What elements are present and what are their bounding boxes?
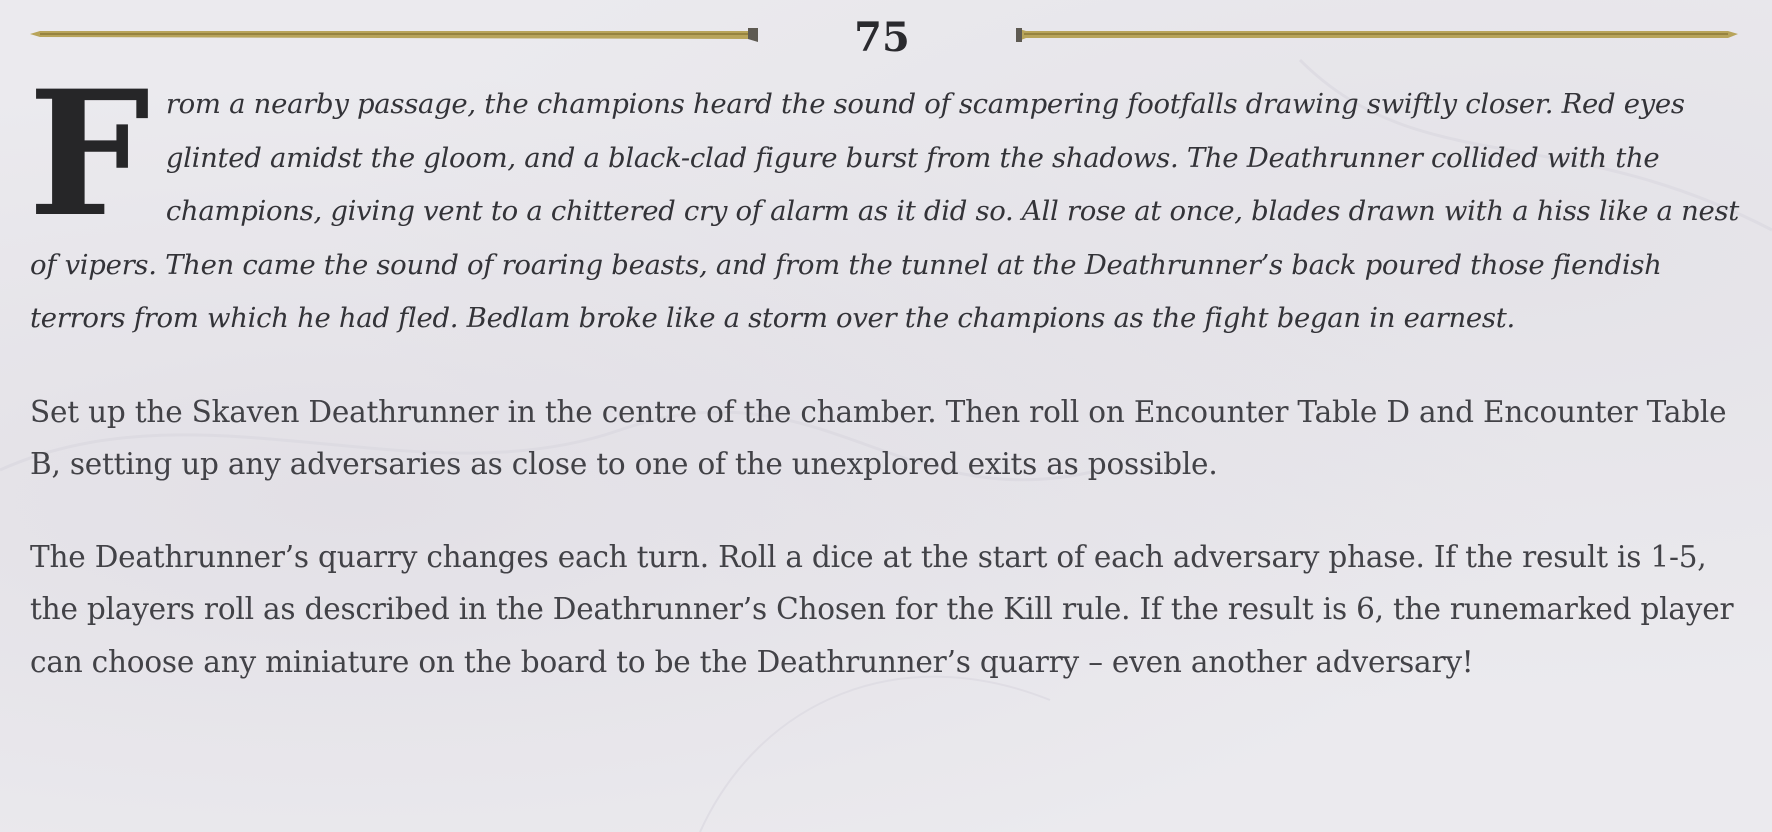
right-ornamental-rule	[1016, 22, 1738, 46]
page-content	[28, 52, 1742, 688]
intro-text: rom a nearby passage, the champions heard the sound of scampering footfalls drawing swiftly closer. Red eyes glinted amidst the gloom, and a black-clad figure burst from the shadows. The Deathrunner collided with the champions, giving vent to a chittered cry of alarm as it did so. All rose at once, blades drawn with a hiss like a nest of vipers. Then came the sound of roaring beasts, and from the tunnel at the Deathrunner’s back poured those fiendish terrors from which he had fled. Bedlam broke like a storm over the champions as the fight began in earnest.	[30, 88, 1740, 334]
setup-rule-paragraph: Set up the Skaven Deathrunner in the centre of the chamber. Then roll on Encounter Table D and Encounter Table B, setting up any adversaries as close to one of the unexplored exits as possible.	[30, 394, 1727, 481]
drop-cap: F	[28, 52, 150, 255]
intro-narrative	[28, 52, 1742, 346]
page-header	[0, 0, 1772, 70]
page-number: 75	[854, 14, 910, 61]
left-ornamental-rule	[30, 22, 758, 46]
quarry-rule-paragraph: The Deathrunner’s quarry changes each turn. Roll a dice at the start of each adversary phase. If the result is 1-5, the players roll as described in the Deathrunner’s Chosen for the Kill rule. If the result is 6, the runemarked player can choose any miniature on the board to be the Deathrunner’s quarry – even another adversary!	[30, 539, 1734, 679]
